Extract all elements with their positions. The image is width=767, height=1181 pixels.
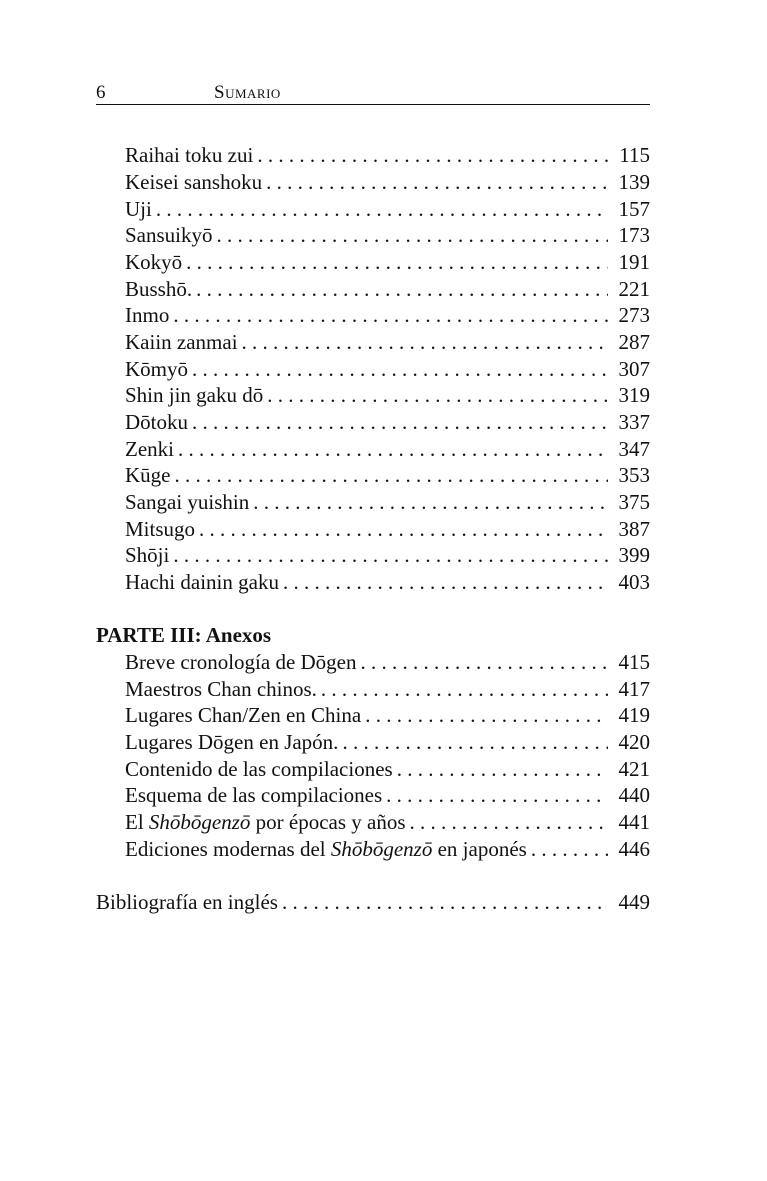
dot-leader bbox=[410, 809, 608, 835]
page-number: 6 bbox=[96, 82, 106, 103]
toc-entry-page: 273 bbox=[618, 303, 650, 327]
toc-entry[interactable] bbox=[125, 462, 650, 488]
toc-entry-title-italic: Shōbōgenzō bbox=[330, 837, 433, 861]
toc-entry[interactable] bbox=[125, 222, 650, 248]
toc-entry[interactable] bbox=[125, 196, 650, 222]
toc-entry-title: Contenido de las compilaciones bbox=[125, 757, 393, 781]
running-title: Sumario bbox=[214, 82, 281, 103]
toc-entry-title-prefix: El bbox=[125, 810, 149, 834]
toc-entry-title-prefix: Ediciones modernas del bbox=[125, 837, 331, 861]
toc-entry-title bbox=[125, 836, 527, 862]
toc-entry-page: 441 bbox=[618, 810, 650, 834]
toc-entry[interactable] bbox=[125, 409, 650, 435]
dot-leader bbox=[321, 676, 608, 702]
dot-leader bbox=[531, 836, 608, 862]
dot-leader bbox=[365, 702, 608, 728]
toc-entry-title: Kokyō bbox=[125, 250, 183, 274]
toc-entry-page: 403 bbox=[618, 570, 650, 594]
toc-entry-title bbox=[125, 809, 406, 835]
toc-entry[interactable] bbox=[125, 489, 650, 515]
toc-entry-title: Keisei sanshoku bbox=[125, 170, 263, 194]
toc-entry-page: 287 bbox=[618, 330, 650, 354]
toc-entry-title: Maestros Chan chinos. bbox=[125, 677, 317, 701]
toc-entry[interactable] bbox=[125, 249, 650, 275]
toc-entry-page: 417 bbox=[618, 677, 650, 701]
dot-leader bbox=[199, 516, 608, 542]
toc-entry-page: 353 bbox=[618, 463, 650, 487]
toc-entry-page: 375 bbox=[618, 490, 650, 514]
toc-entry-page: 449 bbox=[618, 890, 650, 914]
dot-leader bbox=[173, 542, 608, 568]
toc-entry-page: 191 bbox=[618, 250, 650, 274]
toc-entry-title: Kūge bbox=[125, 463, 171, 487]
dot-leader bbox=[242, 329, 608, 355]
toc-entry-page: 347 bbox=[618, 437, 650, 461]
toc-entry[interactable] bbox=[125, 729, 650, 755]
toc-entry[interactable] bbox=[125, 542, 650, 568]
toc-entry[interactable] bbox=[125, 836, 650, 862]
section-heading-part3: PARTE III: Anexos bbox=[96, 623, 272, 647]
toc-entry-title: Inmo bbox=[125, 303, 170, 327]
toc-entry[interactable] bbox=[125, 329, 650, 355]
toc-entry-title: Lugares Dōgen en Japón. bbox=[125, 730, 339, 754]
toc-entry-page: 415 bbox=[618, 650, 650, 674]
toc-entry[interactable] bbox=[125, 649, 650, 675]
dot-leader bbox=[282, 889, 608, 915]
toc-entry-page: 173 bbox=[618, 223, 650, 247]
toc-entry-page: 399 bbox=[618, 543, 650, 567]
dot-leader bbox=[283, 569, 608, 595]
dot-leader bbox=[192, 409, 608, 435]
toc-entry-title: Shin jin gaku dō bbox=[125, 383, 264, 407]
dot-leader bbox=[217, 222, 608, 248]
dot-leader bbox=[186, 249, 608, 275]
toc-entry-page: 387 bbox=[618, 517, 650, 541]
dot-leader bbox=[192, 356, 608, 382]
toc-entry-page: 446 bbox=[618, 837, 650, 861]
toc-entry[interactable] bbox=[125, 756, 650, 782]
dot-leader bbox=[196, 276, 608, 302]
toc-entry-title: Esquema de las compilaciones bbox=[125, 783, 383, 807]
toc-entry-bibliography[interactable] bbox=[96, 889, 650, 915]
toc-entry-page: 440 bbox=[618, 783, 650, 807]
toc-entry[interactable] bbox=[125, 276, 650, 302]
dot-leader bbox=[361, 649, 608, 675]
toc-entry-page: 337 bbox=[618, 410, 650, 434]
toc-entry-title: Hachi dainin gaku bbox=[125, 570, 279, 594]
toc-entry-page: 221 bbox=[618, 277, 650, 301]
toc-entry-page: 115 bbox=[619, 143, 650, 167]
dot-leader bbox=[266, 169, 608, 195]
dot-leader bbox=[178, 436, 608, 462]
toc-entry[interactable] bbox=[125, 782, 650, 808]
dot-leader bbox=[386, 782, 608, 808]
toc-entry[interactable] bbox=[125, 356, 650, 382]
toc-entry-title: Bibliografía en inglés bbox=[96, 890, 278, 914]
toc-entry-title: Zenki bbox=[125, 437, 174, 461]
toc-entry-title: Raihai toku zui bbox=[125, 143, 254, 167]
toc-entry[interactable] bbox=[125, 516, 650, 542]
toc-entry-title: Uji bbox=[125, 197, 152, 221]
toc-entry[interactable] bbox=[125, 569, 650, 595]
toc-entry-page: 139 bbox=[618, 170, 650, 194]
toc-entry-page: 419 bbox=[618, 703, 650, 727]
toc-entry-title-suffix: en japonés bbox=[432, 837, 527, 861]
toc-entry-title: Kōmyō bbox=[125, 357, 188, 381]
toc-entry-title: Shōji bbox=[125, 543, 170, 567]
dot-leader bbox=[173, 302, 608, 328]
toc-entry-title: Busshō. bbox=[125, 277, 193, 301]
toc-entry-title-suffix: por épocas y años bbox=[250, 810, 406, 834]
toc-entry[interactable] bbox=[125, 676, 650, 702]
toc-entry-page: 421 bbox=[618, 757, 650, 781]
toc-entry[interactable] bbox=[125, 809, 650, 835]
dot-leader bbox=[156, 196, 608, 222]
toc-entry[interactable] bbox=[125, 382, 650, 408]
toc-entry-title-italic: Shōbōgenzō bbox=[148, 810, 251, 834]
toc-entry-title: Dōtoku bbox=[125, 410, 188, 434]
toc-entry[interactable] bbox=[125, 436, 650, 462]
toc-entry-page: 307 bbox=[618, 357, 650, 381]
toc-entry-page: 157 bbox=[618, 197, 650, 221]
toc-entry-title: Sangai yuishin bbox=[125, 490, 250, 514]
dot-leader bbox=[253, 489, 608, 515]
dot-leader bbox=[257, 142, 608, 168]
toc-entry-page: 319 bbox=[618, 383, 650, 407]
toc-entry[interactable] bbox=[125, 302, 650, 328]
toc-page bbox=[96, 0, 650, 1181]
dot-leader bbox=[267, 382, 608, 408]
toc-entry[interactable] bbox=[125, 169, 650, 195]
toc-entry-title: Lugares Chan/Zen en China bbox=[125, 703, 362, 727]
toc-entry-title: Sansuikyō bbox=[125, 223, 213, 247]
toc-entry-title: Kaiin zanmai bbox=[125, 330, 238, 354]
toc-entry-page: 420 bbox=[618, 730, 650, 754]
dot-leader bbox=[397, 756, 608, 782]
toc-entry[interactable] bbox=[125, 142, 650, 168]
dot-leader bbox=[175, 462, 609, 488]
toc-entry-title: Mitsugo bbox=[125, 517, 196, 541]
running-head bbox=[96, 82, 650, 105]
dot-leader bbox=[342, 729, 608, 755]
toc-entry-title: Breve cronología de Dōgen bbox=[125, 650, 357, 674]
toc-entry[interactable] bbox=[125, 702, 650, 728]
